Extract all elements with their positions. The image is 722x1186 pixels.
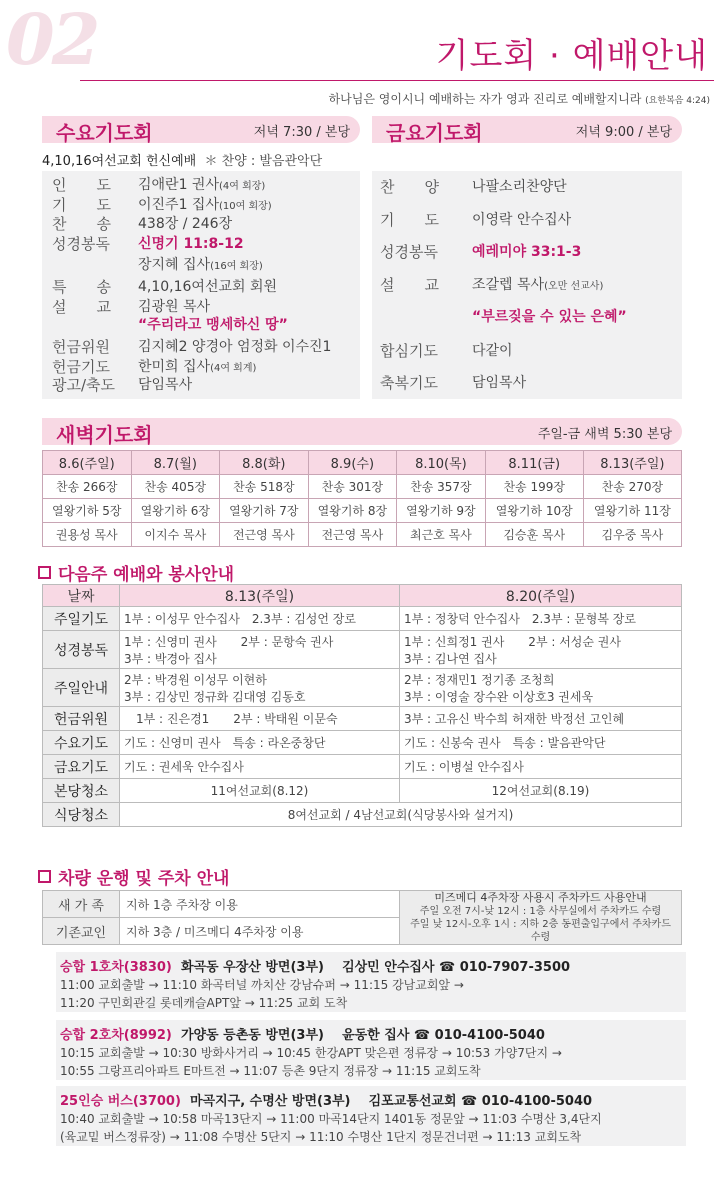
dawn-hymns-cell: 찬송 266장 bbox=[43, 475, 132, 499]
dawn-preachers-cell: 김우중 목사 bbox=[583, 523, 681, 547]
program-value: 김지혜2 양경아 엄정화 이수진1 bbox=[138, 339, 332, 355]
dawn-date: 8.9(수) bbox=[308, 451, 397, 475]
parking-card-note: 미즈메디 4주차장 사용시 주차카드 사용안내 주일 오전 7시-낮 12시 : 1층 사무실에서 주차카드 수령 주일 낮 12시-오후 1시 : 지하 2층 동편출입구에서 주차카드 수령 bbox=[400, 891, 682, 945]
dawn-date: 8.7(월) bbox=[131, 451, 220, 475]
service-cell: 3부 : 고유신 박수희 허재한 박정선 고인혜 bbox=[400, 707, 682, 731]
service-cell: 12여선교회(8.19) bbox=[400, 779, 682, 803]
program-value: 438장 / 246장 bbox=[138, 216, 233, 232]
program-label: 기 도 bbox=[380, 211, 439, 229]
service-cell: 기도 : 신봉숙 권사 특송 : 발음관악단 bbox=[400, 731, 682, 755]
program-label: 설 교 bbox=[380, 276, 439, 294]
route-block bbox=[56, 1020, 686, 1080]
program-label: 합심기도 bbox=[380, 342, 438, 360]
program-label: 성경봉독 bbox=[52, 235, 110, 253]
dawn-hymns-cell: 찬송 270장 bbox=[583, 475, 681, 499]
dawn-date: 8.13(주일) bbox=[583, 451, 681, 475]
route-header: 승합 2호차(8992) 가양동 등촌동 방면(3부) 윤동한 집사 ☎ 010-4100-5040 bbox=[60, 1028, 545, 1043]
service-label: 금요기도 bbox=[43, 755, 120, 779]
dawn-hymns-cell: 찬송 518장 bbox=[220, 475, 309, 499]
dawn-date: 8.11(금) bbox=[485, 451, 583, 475]
title-divider bbox=[80, 80, 714, 81]
dawn-preachers-cell: 최근호 목사 bbox=[397, 523, 486, 547]
program-value: 이영락 안수집사 bbox=[472, 212, 572, 228]
route-line: 10:55 그랑프리아파트 E마트전 → 11:07 등촌 9단지 정류장 → 11:15 교회도착 bbox=[60, 1064, 481, 1078]
program-value: “부르짖을 수 있는 은혜” bbox=[472, 309, 627, 325]
service-cell: 2부 : 정재민1 정기종 조청희 3부 : 이영술 장수완 이상호3 권세욱 bbox=[400, 669, 682, 707]
route-line: 10:40 교회출발 → 10:58 마곡13단지 → 11:00 마곡14단지 1401동 정문앞 → 11:03 수명산 3,4단지 bbox=[60, 1112, 602, 1126]
dawn-header bbox=[42, 418, 682, 445]
route-header: 승합 1호차(3830) 화곡동 우장산 방면(3부) 김상민 안수집사 ☎ 010-7907-3500 bbox=[60, 960, 571, 975]
program-label: 찬 양 bbox=[380, 178, 439, 196]
dawn-title: 새벽기도회 bbox=[56, 423, 153, 447]
dawn-hymns-cell: 찬송 357장 bbox=[397, 475, 486, 499]
program-label: 헌금위원 bbox=[52, 338, 110, 356]
service-label: 본당청소 bbox=[43, 779, 120, 803]
dawn-passages-cell: 열왕기하 8장 bbox=[308, 499, 397, 523]
col-header: 날짜 bbox=[43, 585, 120, 607]
service-cell: 1부 : 신희정1 권사 2부 : 서성순 권사 3부 : 김나연 집사 bbox=[400, 631, 682, 669]
route-line: 10:15 교회출발 → 10:30 방화사거리 → 10:45 한강APT 맞은편 정류장 → 10:53 가양7단지 → bbox=[60, 1046, 562, 1060]
bible-verse: 하나님은 영이시니 예배하는 자가 영과 진리로 예배할지니라 (요한복음 4:24) bbox=[328, 92, 710, 106]
program-value: “주리라고 맹세하신 땅” bbox=[138, 317, 288, 333]
route-block bbox=[56, 952, 686, 1012]
program-label: 광고/축도 bbox=[52, 376, 116, 394]
parking-label: 기존교인 bbox=[43, 918, 120, 945]
service-cell: 1부 : 진은경1 2부 : 박태원 이문숙 bbox=[120, 707, 400, 731]
dawn-date: 8.8(화) bbox=[220, 451, 309, 475]
route-block bbox=[56, 1086, 686, 1146]
dawn-hymns-cell: 찬송 199장 bbox=[485, 475, 583, 499]
parking-label: 새 가 족 bbox=[43, 891, 120, 918]
program-label: 인 도 bbox=[52, 176, 111, 194]
col-header: 8.13(주일) bbox=[120, 585, 400, 607]
dawn-preachers-cell: 권용성 목사 bbox=[43, 523, 132, 547]
dawn-passages-cell: 열왕기하 11장 bbox=[583, 499, 681, 523]
program-value: 예레미야 33:1-3 bbox=[472, 244, 582, 260]
program-label: 특 송 bbox=[52, 278, 111, 296]
service-label: 성경봉독 bbox=[43, 631, 120, 669]
parking-title: 차량 운행 및 주차 안내 bbox=[58, 869, 230, 889]
program-value: 장지혜 집사(16여 회장) bbox=[138, 257, 263, 273]
service-cell: 11여선교회(8.12) bbox=[120, 779, 400, 803]
service-cell: 8여선교회 / 4남선교회(식당봉사와 설거지) bbox=[120, 803, 682, 827]
program-label: 기 도 bbox=[52, 196, 111, 214]
program-value: 김광원 목사 bbox=[138, 299, 211, 315]
friday-title: 금요기도회 bbox=[386, 121, 483, 145]
friday-header bbox=[372, 116, 682, 143]
program-value: 한미희 집사(4여 회계) bbox=[138, 359, 257, 375]
program-value: 이진주1 집사(10여 회장) bbox=[138, 197, 272, 213]
service-cell: 1부 : 신영미 권사 2부 : 문항숙 권사 3부 : 박경아 집사 bbox=[120, 631, 400, 669]
program-label: 찬 송 bbox=[52, 215, 111, 233]
wednesday-time: 저녁 7:30 / 본당 bbox=[253, 125, 350, 140]
dawn-time: 주일-금 새벽 5:30 본당 bbox=[537, 427, 672, 442]
service-label: 식당청소 bbox=[43, 803, 120, 827]
program-label: 축복기도 bbox=[380, 374, 438, 392]
program-value: 담임목사 bbox=[138, 377, 193, 393]
service-label: 헌금위원 bbox=[43, 707, 120, 731]
program-value: 신명기 11:8-12 bbox=[138, 236, 244, 252]
wednesday-title: 수요기도회 bbox=[56, 121, 153, 145]
route-header: 25인승 버스(3700) 마곡지구, 수명산 방면(3부) 김포교통선교회 ☎ 010-4100-5040 bbox=[60, 1094, 593, 1109]
program-label: 성경봉독 bbox=[380, 243, 438, 261]
parking-value: 지하 1층 주차장 이용 bbox=[120, 891, 400, 918]
col-header: 8.20(주일) bbox=[400, 585, 682, 607]
program-value: 담임목사 bbox=[472, 375, 527, 391]
friday-time: 저녁 9:00 / 본당 bbox=[575, 125, 672, 140]
next-week-title: 다음주 예배와 봉사안내 bbox=[58, 565, 235, 585]
service-cell: 기도 : 이병설 안수집사 bbox=[400, 755, 682, 779]
dawn-preachers-cell: 전근영 목사 bbox=[220, 523, 309, 547]
program-value: 4,10,16여선교회 회원 bbox=[138, 279, 278, 295]
service-cell: 1부 : 이성무 안수집사 2.3부 : 김성언 장로 bbox=[120, 607, 400, 631]
service-cell: 1부 : 정창덕 안수집사 2.3부 : 문형복 장로 bbox=[400, 607, 682, 631]
route-line: 11:20 구민회관길 롯데캐슬APT앞 → 11:25 교회 도착 bbox=[60, 996, 348, 1010]
program-label: 헌금기도 bbox=[52, 358, 110, 376]
route-line: 11:00 교회출발 → 11:10 화곡터널 까치산 강남슈퍼 → 11:15 강남교회앞 → bbox=[60, 978, 464, 992]
page-title: 기도회 · 예배안내 bbox=[435, 36, 708, 76]
dawn-date: 8.6(주일) bbox=[43, 451, 132, 475]
service-cell: 2부 : 박경원 이성무 이현하 3부 : 김상민 정규화 김대영 김동호 bbox=[120, 669, 400, 707]
wednesday-subtitle: 4,10,16여선교회 헌신예배 ＊ 찬양 : 발음관악단 bbox=[42, 154, 323, 169]
program-value: 김애란1 권사(4여 회장) bbox=[138, 177, 266, 193]
service-label: 주일안내 bbox=[43, 669, 120, 707]
route-line: (육교밑 버스정류장) → 11:08 수명산 5단지 → 11:10 수명산 1단지 정문건너편 → 11:13 교회도착 bbox=[60, 1130, 582, 1144]
parking-value: 지하 3층 / 미즈메디 4주차장 이용 bbox=[120, 918, 400, 945]
service-label: 주일기도 bbox=[43, 607, 120, 631]
dawn-preachers-cell: 이지수 목사 bbox=[131, 523, 220, 547]
page-number: 02 bbox=[6, 0, 98, 81]
service-cell: 기도 : 권세욱 안수집사 bbox=[120, 755, 400, 779]
dawn-preachers-cell: 전근영 목사 bbox=[308, 523, 397, 547]
dawn-date: 8.10(목) bbox=[397, 451, 486, 475]
dawn-passages-cell: 열왕기하 10장 bbox=[485, 499, 583, 523]
dawn-preachers-cell: 김승훈 목사 bbox=[485, 523, 583, 547]
dawn-passages-cell: 열왕기하 9장 bbox=[397, 499, 486, 523]
dawn-hymns-cell: 찬송 405장 bbox=[131, 475, 220, 499]
dawn-schedule-table bbox=[42, 450, 682, 547]
service-cell: 기도 : 신영미 권사 특송 : 라온중창단 bbox=[120, 731, 400, 755]
wednesday-header bbox=[42, 116, 360, 143]
next-week-table bbox=[42, 584, 682, 827]
service-label: 수요기도 bbox=[43, 731, 120, 755]
program-value: 다같이 bbox=[472, 343, 513, 359]
program-value: 조갈렙 목사(오만 선교사) bbox=[472, 277, 604, 293]
dawn-passages-cell: 열왕기하 5장 bbox=[43, 499, 132, 523]
program-label: 설 교 bbox=[52, 298, 111, 316]
dawn-hymns-cell: 찬송 301장 bbox=[308, 475, 397, 499]
program-value: 나팔소리찬양단 bbox=[472, 179, 567, 195]
parking-table bbox=[42, 890, 682, 945]
dawn-passages-cell: 열왕기하 7장 bbox=[220, 499, 309, 523]
dawn-passages-cell: 열왕기하 6장 bbox=[131, 499, 220, 523]
